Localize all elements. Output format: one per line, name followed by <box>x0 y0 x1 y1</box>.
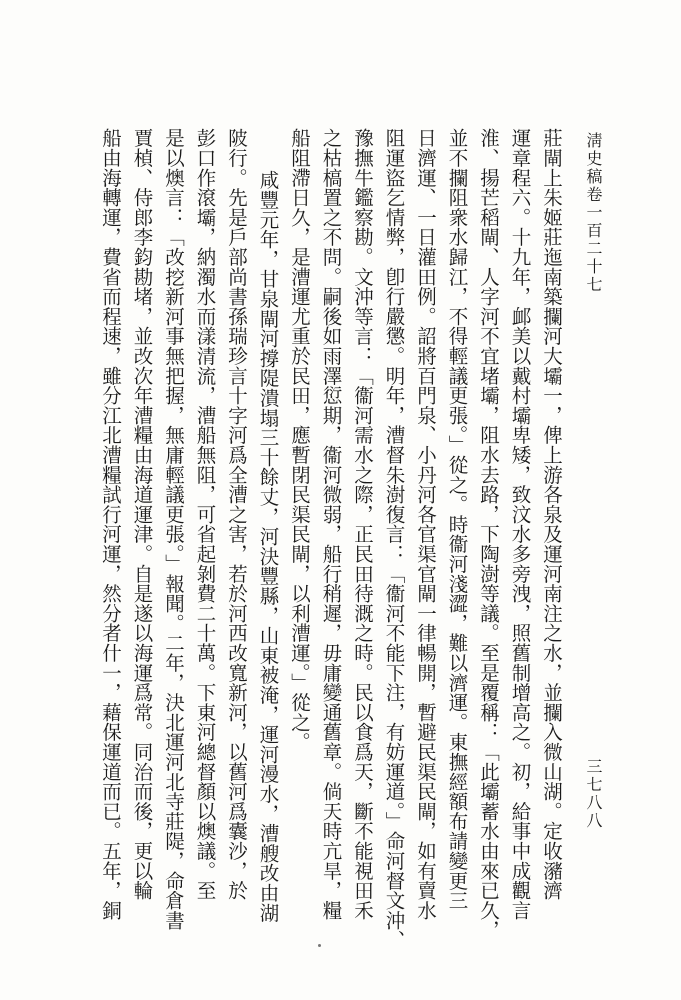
body-text <box>95 128 568 950</box>
text-line: 運章程六。十九年，䘏美以戴村壩卑矮，致汶水多旁洩，照舊制增高之。初，給事中成觀言 <box>508 128 532 920</box>
text-line: 彭口作滾壩，納濁水而漾清流，漕船無阻，可省起剝費二十萬。下東河總督顏以燠議。至 <box>193 128 217 901</box>
text-line: 船阻滯日久，是漕運尤重於民田，應暫閉民渠民閘，以利漕運。」從之。 <box>288 128 311 752</box>
text-line: 賈楨、侍郎李鈞勘堵，並改次年漕糧由海道運津。自是遂以海運爲常。同治而後，更以輪 <box>130 128 154 901</box>
text-line: 日濟運、一日灌田例。詔將百門泉、小丹河各官渠官閘一律暢開，暫避民渠民閘，如有賣水 <box>414 128 437 920</box>
text-line: 淮、揚芒稻閘、人字河不宜堵壩，阻水去路，下陶澍等議。至是覆稱：「此壩蓄水由來已久， <box>477 128 500 940</box>
running-title: 淸史稿卷一百二十七 <box>584 132 603 294</box>
text-line: 莊閘上朱姬莊迤南築攔河大壩一，俾上游各泉及運河南注之水，並攔入微山湖。定收瀦濟 <box>540 128 563 901</box>
text-line: 之枯槁置之不問。嗣後如雨澤愆期，衞河微弱，船行稍遲，毋庸變通舊章。倘天時亢旱，糧 <box>319 128 343 920</box>
text-line: 是以燠言：「改挖新河事無把握，無庸輕議更張。」報聞。二年，決北運河北寺莊隄，命倉書 <box>162 128 185 931</box>
text-line: 並不攔阻衆水歸江，不得輕議更張。」從之。時衞河淺澀，難以濟運。東撫經額布請變更三 <box>445 128 469 911</box>
text-line: 陂行。先是戶部尚書孫瑞珍言十字河爲全漕之害，若於河西改寬新河，以舊河爲囊沙，於 <box>225 128 248 901</box>
text-line: 阻運盜乞情弊，卽行嚴懲。明年，漕督朱澍復言：「衞河不能下注，有妨運道。」命河督文沖、 <box>382 128 406 950</box>
page-number: 三七八八 <box>584 758 603 830</box>
text-line: 咸豐元年，甘泉閘河撐隄潰塌三十餘丈，河決豐縣，山東被淹，運河漫水，漕艘改由湖 <box>256 170 280 923</box>
text-line: 豫撫牛鑑察勘。文沖等言：「衞河需水之際，正民田待溉之時。民以食爲天，斷不能視田禾 <box>351 128 374 920</box>
text-line: 船由海轉運，費省而程速，雖分江北漕糧試行河運，然分者什一，藉保運道而已。五年，銅 <box>99 128 122 920</box>
speck-mark <box>318 944 321 947</box>
